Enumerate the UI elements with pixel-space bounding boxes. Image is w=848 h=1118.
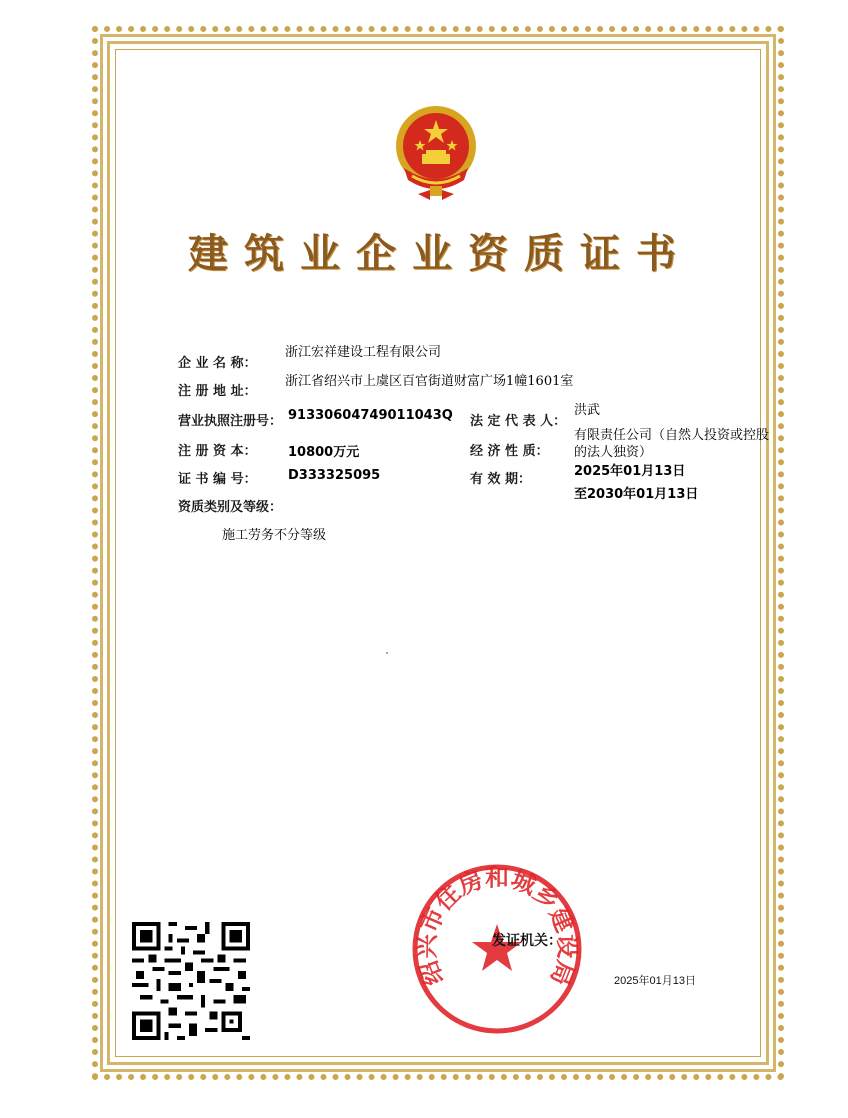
seal-text: 绍兴市住房和城乡建设局 (411, 862, 583, 990)
economic-nature-label: 经 济 性 质： (470, 444, 549, 459)
validity-period-label: 有 效 期： (470, 472, 532, 487)
registered-capital-value: 10800万元 (288, 445, 360, 460)
legal-representative-label: 法 定 代 表 人： (470, 414, 567, 429)
certificate-number-value: D333325095 (288, 468, 381, 483)
address-label: 注 册 地 址： (178, 384, 257, 399)
qualification-value: 施工劳务不分等级 (222, 528, 327, 543)
license-number-value: 91330604749011043Q (288, 408, 453, 423)
certificate-number-label: 证 书 编 号： (178, 472, 257, 487)
certificate-title: 建筑业企业资质证书 (188, 230, 692, 277)
qualification-label: 资质类别及等级： (178, 500, 283, 515)
company-name-label: 企 业 名 称： (178, 356, 257, 371)
issuing-authority-label: 发证机关： (492, 933, 562, 949)
economic-nature-value-line1: 有限责任公司（自然人投资或控股 (574, 428, 770, 443)
license-number-label: 营业执照注册号： (178, 414, 283, 429)
registered-capital-label: 注 册 资 本： (178, 444, 257, 459)
issue-date: 2025年01月13日 (614, 975, 696, 987)
scan-speck (386, 652, 388, 654)
validity-start-value: 2025年01月13日 (574, 464, 686, 479)
qr-code[interactable] (132, 922, 250, 1040)
legal-representative-value: 洪武 (574, 403, 601, 418)
validity-end-value: 至2030年01月13日 (574, 487, 699, 502)
national-emblem-icon (390, 104, 482, 208)
address-value: 浙江省绍兴市上虞区百官街道财富广场1幢1601室 (285, 374, 574, 389)
economic-nature-value-line2: 的法人独资） (574, 445, 653, 460)
company-name-value: 浙江宏祥建设工程有限公司 (285, 345, 442, 360)
